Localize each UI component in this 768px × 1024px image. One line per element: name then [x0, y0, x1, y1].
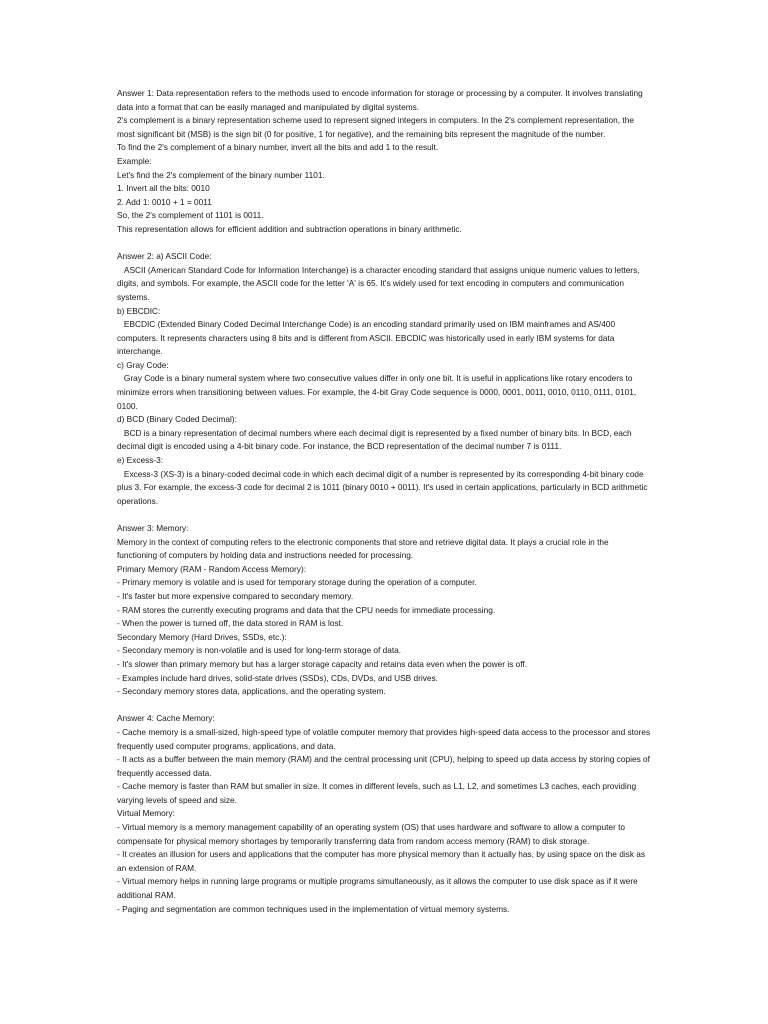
answer-1-step-2: 2. Add 1: 0010 + 1 = 0011	[117, 196, 212, 207]
ebcdic-heading: b) EBCDIC:	[117, 305, 161, 316]
virtual-memory-point-1: - Virtual memory is a memory management capability of an operating system (OS) that uses hardware and software to allow a computer to compensate for physical memory shortages by temporarily transferring data from random access memory (RAM) to disk storage.	[117, 822, 626, 846]
answer-1-definition: 2's complement is a binary representation scheme used to represent signed integers in computers. In the 2's complement representation, the most significant bit (MSB) is the sign bit (0 for positive, 1 for negative), and the remaining bits represent the magnitude of the number.	[117, 115, 634, 139]
answer-1-step-1: 1. Invert all the bits: 0010	[117, 183, 210, 194]
secondary-memory-heading: Secondary Memory (Hard Drives, SSDs, etc.):	[117, 631, 287, 642]
answer-3-heading: Answer 3: Memory:	[117, 523, 189, 533]
answer-1-example-label: Example:	[117, 155, 152, 166]
answer-1-example-task: Let's find the 2's complement of the binary number 1101.	[117, 169, 325, 180]
cache-memory-point-2: - It acts as a buffer between the main memory (RAM) and the central processing unit (CPU), helping to speed up data access by storing copies of frequently accessed data.	[117, 754, 650, 778]
answer-1-result: So, the 2's complement of 1101 is 0011.	[117, 210, 264, 221]
secondary-memory-point-2: - It's slower than primary memory but has a larger storage capacity and retains data even when the power is off.	[117, 658, 528, 669]
virtual-memory-point-3: - Virtual memory helps in running large programs or multiple programs simultaneously, as it allows the computer to use disk space as if it were additional RAM.	[117, 876, 638, 901]
primary-memory-heading: Primary Memory (RAM - Random Access Memory):	[117, 563, 307, 574]
secondary-memory-point-1: - Secondary memory is non-volatile and is used for long-term storage of data.	[117, 645, 402, 656]
excess-3-heading: e) Excess-3:	[117, 455, 164, 466]
ebcdic-description: EBCDIC (Extended Binary Coded Decimal Interchange Code) is an encoding standard primarily used on IBM mainframes and AS/400 computers. It represents characters using 8 bits and is different from ASCII. EBCDIC was historically used in early IBM systems for data interchange.	[117, 319, 618, 357]
secondary-memory-point-3: - Examples include hard drives, solid-state drives (SSDs), CDs, DVDs, and USB drives.	[117, 672, 438, 683]
answer-3-section	[117, 522, 651, 699]
answer-1-section	[117, 87, 651, 237]
cache-memory-point-3: - Cache memory is faster than RAM but smaller in size. It comes in different levels, such as L1, L2, and sometimes L3 caches, each providing varying levels of speed and size.	[117, 781, 637, 805]
answer-1-method: To find the 2's complement of a binary number, invert all the bits and add 1 to the result.	[117, 142, 439, 153]
document-page	[117, 87, 651, 930]
bcd-heading: d) BCD (Binary Coded Decimal):	[117, 414, 237, 425]
answer-2-heading: Answer 2: a) ASCII Code:	[117, 251, 212, 262]
answer-4-section	[117, 712, 651, 916]
virtual-memory-point-2: - It creates an illusion for users and applications that the computer has more physical memory than it actually has, by using space on the disk as an extension of RAM.	[117, 849, 646, 873]
virtual-memory-point-4: - Paging and segmentation are common techniques used in the implementation of virtual memory systems.	[117, 903, 510, 914]
virtual-memory-heading: Virtual Memory:	[117, 808, 175, 819]
bcd-description: BCD is a binary representation of decimal numbers where each decimal digit is represented by a fixed number of binary bits. In BCD, each decimal digit is encoded using a 4-bit binary code. For instance, the BCD representation of the decimal number 7 is 0111.	[117, 427, 634, 452]
gray-code-heading: c) Gray Code:	[117, 359, 169, 370]
memory-definition: Memory in the context of computing refers to the electronic components that store and retrieve digital data. It plays a crucial role in the functioning of computers by holding data and instructions needed for processing.	[117, 536, 609, 561]
secondary-memory-point-4: - Secondary memory stores data, applications, and the operating system.	[117, 686, 386, 697]
primary-memory-point-3: - RAM stores the currently executing programs and data that the CPU needs for immediate processing.	[117, 604, 496, 615]
answer-4-heading: Answer 4: Cache Memory:	[117, 713, 215, 724]
excess-3-description: Excess-3 (XS-3) is a binary-coded decimal code in which each decimal digit of a number is represented by its corresponding 4-bit binary code plus 3. For example, the excess-3 code for decimal 2 is 1011 (binary 0010 + 0011). It's used in certain applications, particularly in BCD arithmetic operations.	[117, 468, 650, 506]
answer-1-conclusion: This representation allows for efficient addition and subtraction operations in binary arithmetic.	[117, 223, 462, 234]
cache-memory-point-1: - Cache memory is a small-sized, high-speed type of volatile computer memory that provides high-speed data access to the processor and stores frequently used computer programs, applications, and data.	[117, 726, 651, 751]
answer-2-section	[117, 250, 651, 508]
primary-memory-point-1: - Primary memory is volatile and is used for temporary storage during the operation of a computer.	[117, 577, 477, 588]
answer-1-intro: Answer 1: Data representation refers to the methods used to encode information for storage or processing by a computer. It involves translating data into a format that can be easily managed and manipulated by digital systems.	[117, 88, 643, 112]
ascii-description: ASCII (American Standard Code for Information Interchange) is a character encoding standard that assigns unique numeric values to letters, digits, and symbols. For example, the ASCII code for the letter 'A' is 65. It's widely used for text encoding in computers and communication systems.	[117, 264, 642, 302]
primary-memory-point-4: - When the power is turned off, the data stored in RAM is lost.	[117, 618, 344, 629]
primary-memory-point-2: - It's faster but more expensive compared to secondary memory.	[117, 590, 354, 601]
gray-code-description: Gray Code is a binary numeral system where two consecutive values differ in only one bit. It is useful in applications like rotary encoders to minimize errors when transitioning between values. For example, the 4-bit Gray Code sequence is 0000, 0001, 0011, 0010, 0110, 0111, 0101, 0100.	[117, 373, 639, 411]
